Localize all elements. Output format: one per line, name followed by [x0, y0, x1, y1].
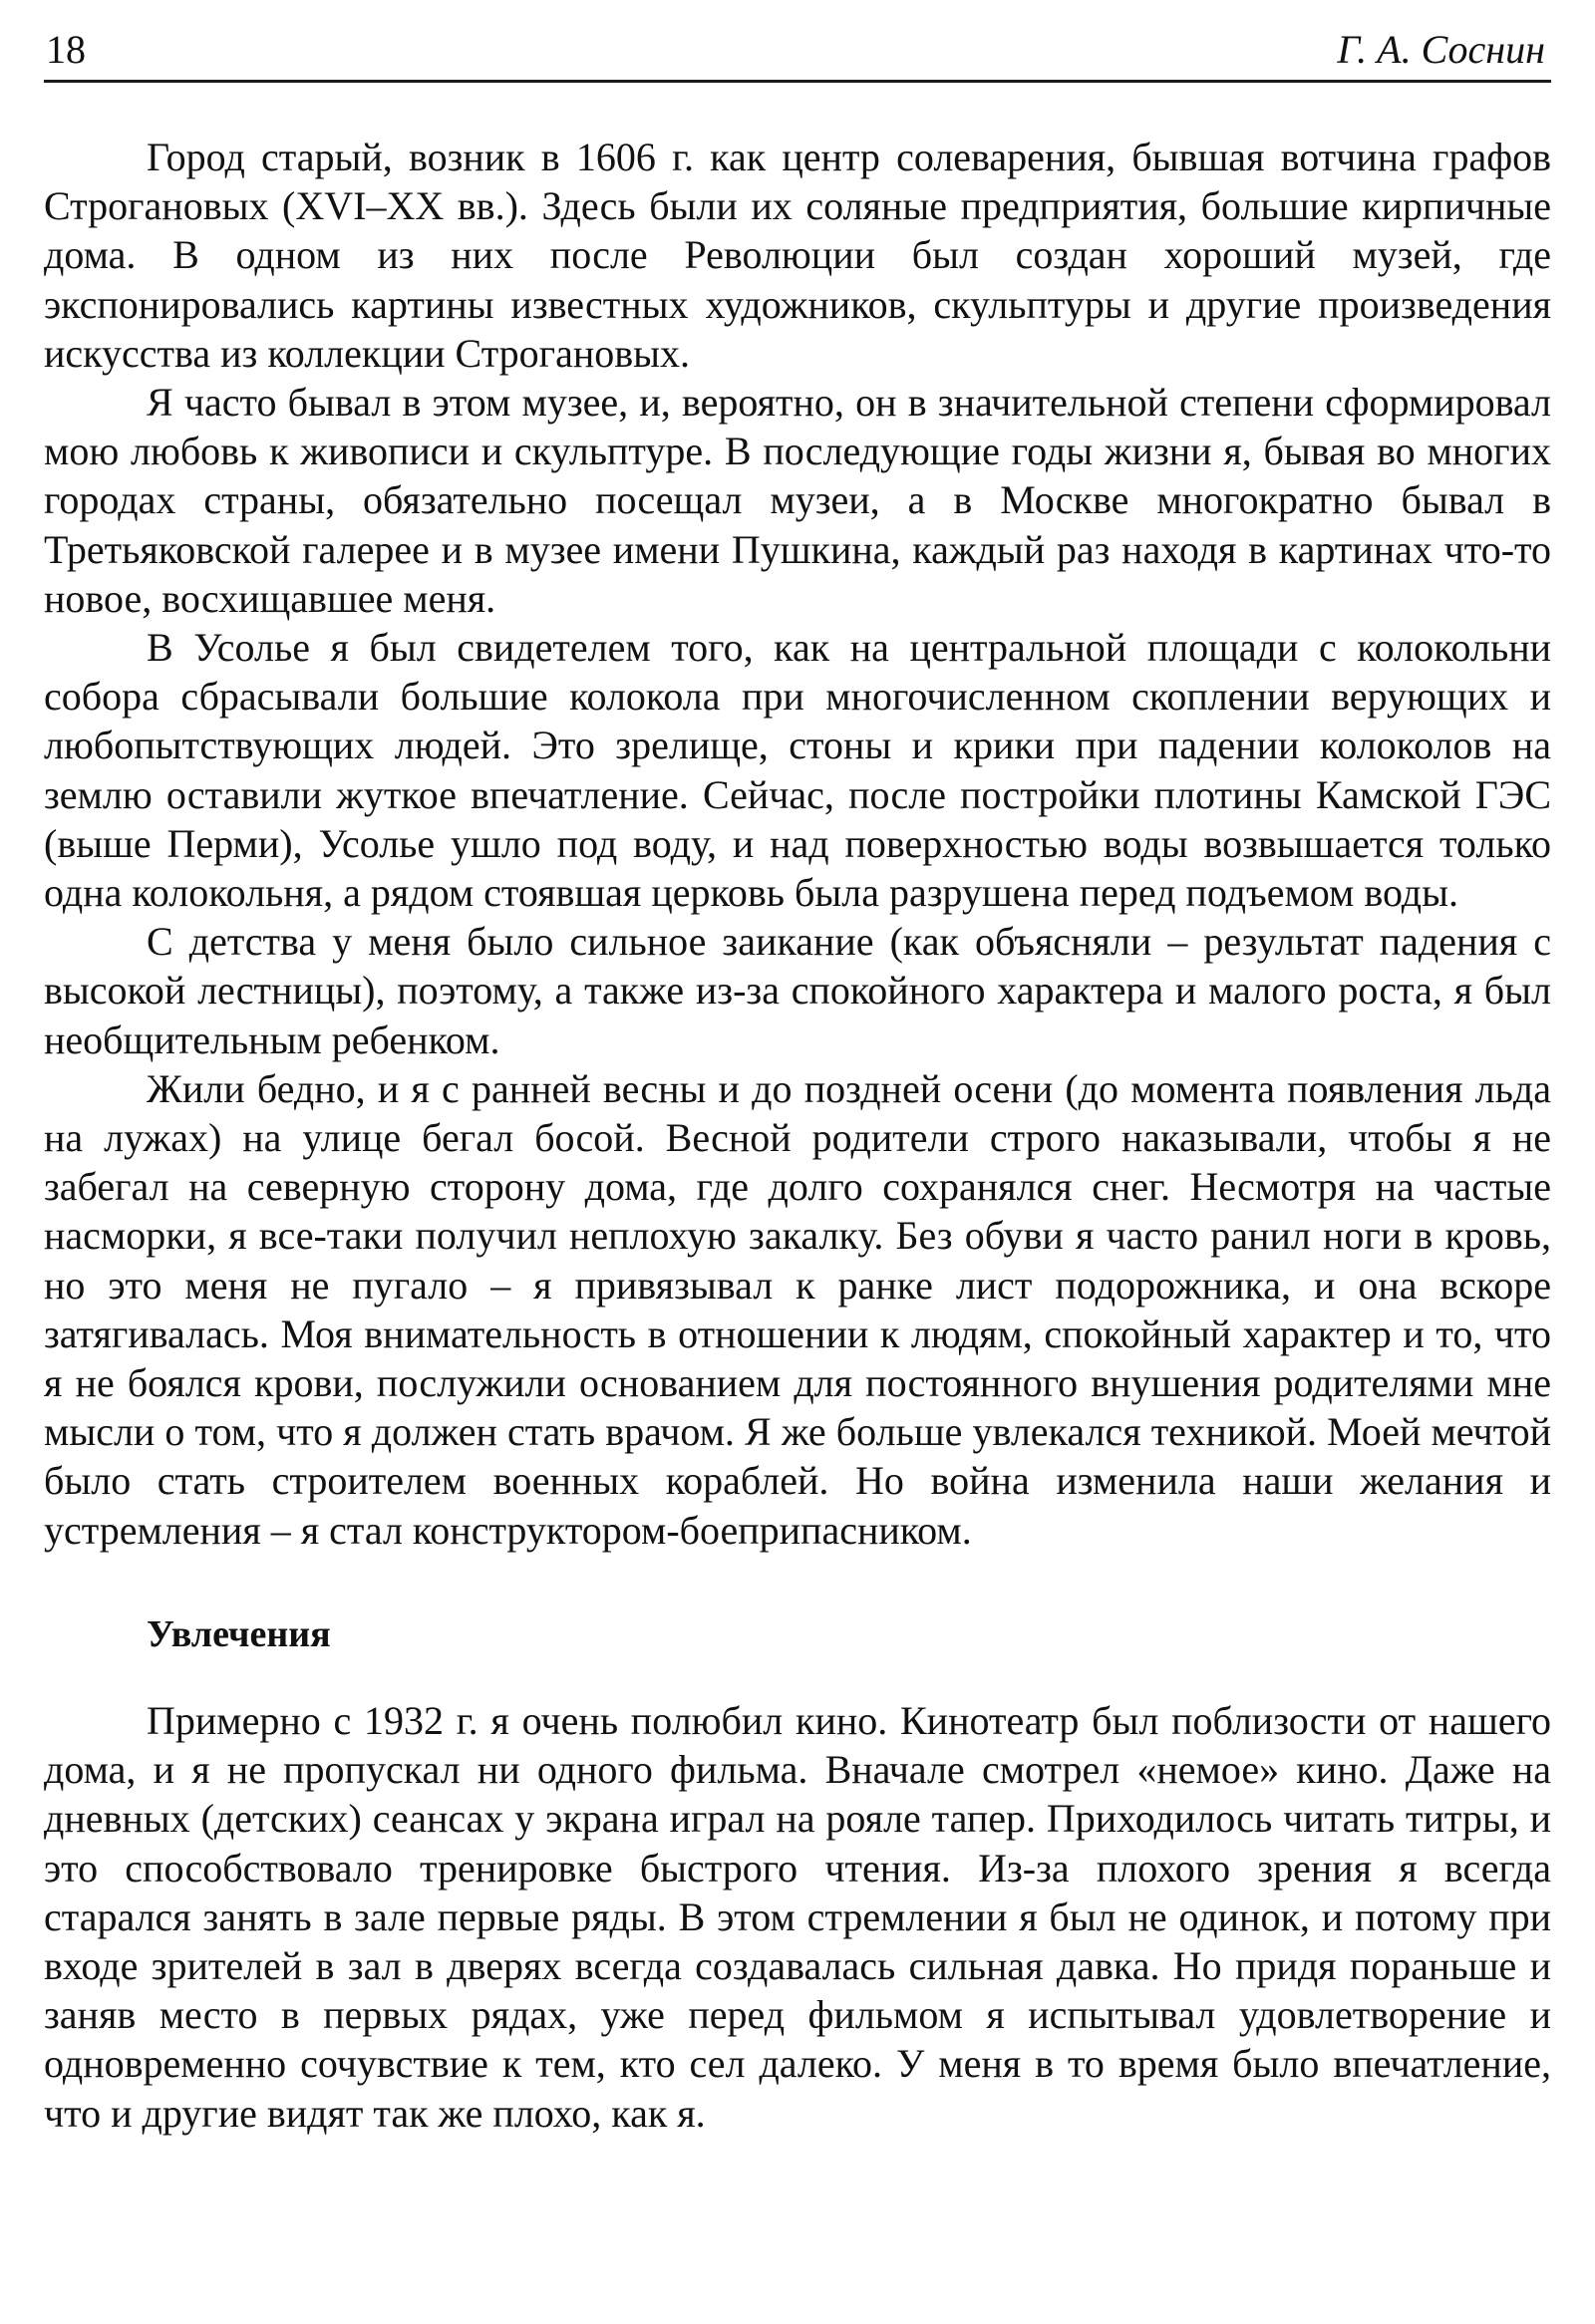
paragraph: Примерно с 1932 г. я очень полюбил кино. Кинотеатр был поблизости от нашего дома, и я не пропускал ни одного фильма. Вначале смотрел «немое» кино. Даже на дневных (детских) сеансах у экрана играл на рояле тапер. Приходилось читать титры, и это способствовало тренировке быстрого чтения. Из-за плохого зрения я всегда старался занять в зале первые ряды. В этом стремлении я был не одинок, и потому при входе зрителей в зал в дверях всегда создавалась сильная давка. Но придя пораньше и заняв место в первых рядах, уже перед фильмом я испытывал удовлетворение и одновременно сочувствие к тем, кто сел далеко. У меня в то время было впечатление, что и другие видят так же плохо, как я.: [44, 1697, 1551, 2136]
body-text: [44, 133, 1551, 2138]
paragraph: В Усолье я был свидетелем того, как на центральной площади с колокольни собора сбрасывали большие колокола при многочисленном скоплении верующих и любопытствующих людей. Это зрелище, стоны и крики при падении колоколов на землю оставили жуткое впечатление. Сейчас, после постройки плотины Камской ГЭС (выше Перми), Усолье ушло под воду, и над поверхностью воды возвышается только одна колокольня, а рядом стоявшая церковь была разрушена перед подъемом воды.: [44, 625, 1551, 916]
paragraph: С детства у меня было сильное заикание (как объясняли – результат падения с высокой лестницы), поэтому, а также из-за спокойного характера и малого роста, я был необщительным ребенком.: [44, 919, 1551, 1062]
section-heading: Увлечения: [147, 1612, 331, 1655]
paragraph: Жили бедно, и я с ранней весны и до поздней осени (до момента появления льда на лужах) на улице бегал босой. Весной родители строго наказывали, чтобы я не забегал на северную сторону дома, где долго сохранялся снег. Несмотря на частые насморки, я все-таки получил неплохую закалку. Без обуви я часто ранил ноги в кровь, но это меня не пугало – я привязывал к ранке лист подорожника, и она вскоре затягивалась. Моя внимательность в отношении к людям, спокойный характер и то, что я не боялся крови, послужили основанием для постоянного внушения родителями мне мысли о том, что я должен стать врачом. Я же больше увлекался техникой. Моей мечтой было стать строителем военных кораблей. Но война изменила наши желания и устремления – я стал конструктором-боеприпасником.: [44, 1065, 1551, 1553]
paragraph: Город старый, возник в 1606 г. как центр солеварения, бывшая вотчина графов Строгановых (XVI–XX вв.). Здесь были их соляные предприятия, большие кирпичные дома. В одном из них после Революции был создан хороший музей, где экспонировались картины известных художников, скульптуры и другие произведения искусства из коллекции Строгановых.: [44, 135, 1551, 376]
running-head: [44, 20, 1551, 83]
paragraph: Я часто бывал в этом музее, и, вероятно, он в значительной степени сформировал мою любовь к живописи и скульптуре. В последующие годы жизни я, бывая во многих городах страны, обязательно посещал музеи, а в Москве многократно бывал в Третьяковской галерее и в музее имени Пушкина, каждый раз находя в картинах что-то новое, восхищавшее меня.: [44, 380, 1551, 621]
running-title: Г. А. Соснин: [1337, 27, 1545, 72]
page-number: 18: [46, 27, 86, 72]
book-page: [44, 20, 1551, 2138]
